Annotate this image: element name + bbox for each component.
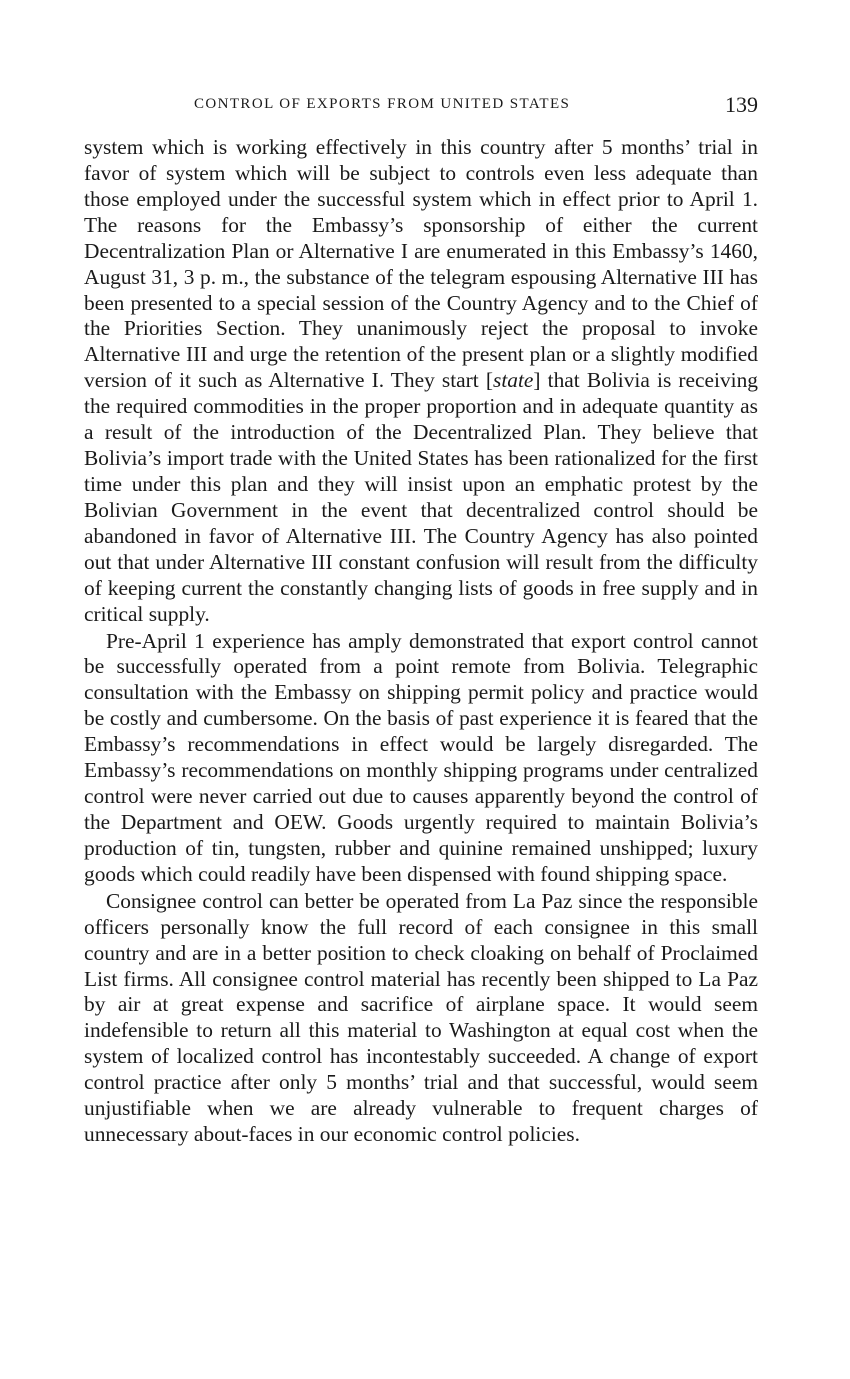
running-head (84, 92, 758, 122)
editorial-insertion: state (493, 368, 534, 393)
paragraph: Consignee control can better be operated from La Paz since the responsible officers personally know the full record of each consignee in this small country and are in a better position to check cloaking on behalf of Proclaimed List firms. All consignee control material has recently been shipped to La Paz by air at great expense and sacrifice of airplane space. It would seem indefensible to return all this material to Washington at equal cost when the system of localized control has incontestably succeeded. A change of export control practice after only 5 months’ trial and that successful, would seem unjustifiable when we are already vulnerable to frequent charges of unnecessary about-faces in our economic control policies. (84, 888, 758, 1147)
paragraph-continued (84, 135, 758, 628)
paragraph: Pre-April 1 experience has amply demonstrated that export control cannot be successfully operated from a point remote from Bolivia. Telegraphic consultation with the Embassy on shipping permit policy and practice would be costly and cumbersome. On the basis of past experience it is feared that the Embassy’s recommendations in effect would be largely disregarded. The Embassy’s recommendations on monthly shipping programs under centralized control were never carried out due to causes apparently beyond the control of the Department and OEW. Goods urgently required to maintain Bolivia’s production of tin, tungsten, rubber and quinine remained unshipped; luxury goods which could readily have been dispensed with found shipping space. (84, 628, 758, 886)
running-title: CONTROL OF EXPORTS FROM UNITED STATES (194, 96, 571, 112)
page-number: 139 (725, 92, 758, 117)
paragraph-text: system which is working effectively in this country after 5 months’ trial in favor of system which will be subject to controls even less adequate than those employed under the successful system which in effect prior to April 1. The reasons for the Embassy’s sponsorship of either the current Decentralization Plan or Alternative I are enumerated in this Embassy’s 1460, August 31, 3 p. m., the substance of the telegram espousing Alternative III has been presented to a special session of the Country Agency and to the Chief of the Priorities Section. They unanimously reject the proposal to invoke Alternative III and urge the retention of the present plan or a slightly modified version of it such as Alternative I. They start [ (84, 135, 758, 393)
body-text (84, 135, 758, 1148)
paragraph-text: ] that Bolivia is receiving the required commodities in the proper proportion and in adequate quantity as a result of the introduction of the Decentralized Plan. They believe that Bolivia’s import trade with the United States has been rationalized for the first time under this plan and they will insist upon an emphatic protest by the Bolivian Government in the event that decentralized control should be abandoned in favor of Alternative III. The Country Agency has also pointed out that under Alternative III constant confusion will result from the difficulty of keeping current the constantly changing lists of goods in free supply and in critical supply. (84, 368, 758, 626)
